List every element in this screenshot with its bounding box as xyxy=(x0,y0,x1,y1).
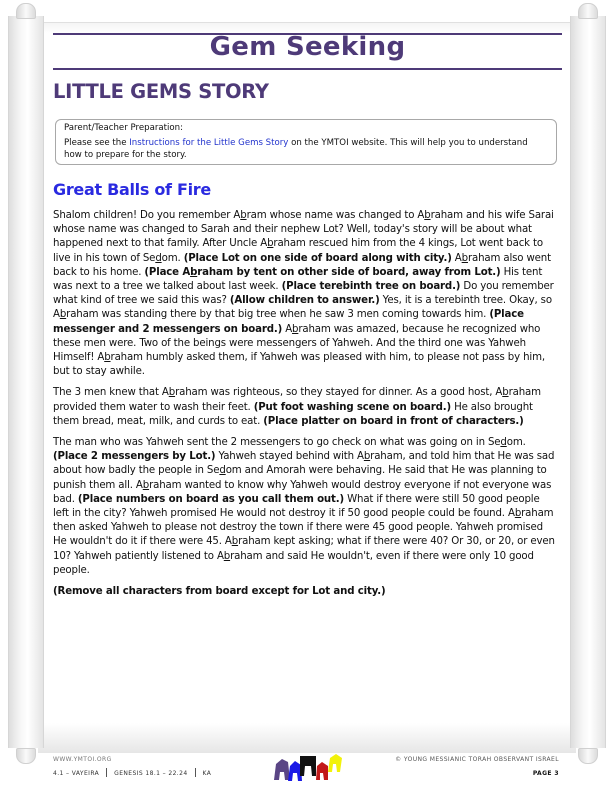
footer-left xyxy=(53,756,211,777)
story-text: The man who was Yahweh sent the 2 messengers to go check on what was going on in Se xyxy=(53,437,501,449)
footer-lesson-info xyxy=(53,768,211,777)
story-text: Yahweh stayed behind with A xyxy=(215,451,364,463)
story-text: raham wanted to know why Yahweh would destroy everyone if not everyone was bad. xyxy=(53,479,552,505)
story-text: raham and said He wouldn't, even if there were only 10 good people. xyxy=(53,550,534,576)
story-text: raham was righteous, so they stayed for dinner. As a good host, A xyxy=(175,387,503,399)
title-rule-bottom xyxy=(53,68,562,70)
preparation-text xyxy=(64,137,548,161)
story-text: om. xyxy=(506,437,526,449)
story-text: b xyxy=(104,352,111,364)
story-paragraph xyxy=(53,386,558,429)
stage-direction: (Place messenger and 2 messengers on board.) xyxy=(53,309,524,335)
scroll-rod-right xyxy=(570,16,606,748)
story-text: raham provided them water to wash their feet. xyxy=(53,387,541,413)
story-text: raham, and told him that He was sad about how badly the people in Se xyxy=(53,451,555,477)
story-paragraph xyxy=(53,436,558,578)
preparation-text-before: Please see the xyxy=(64,138,130,148)
stage-direction: (Place 2 messengers by Lot.) xyxy=(53,451,216,463)
preparation-text-after: on the YMTOI website. This will help you to understand how to prepare for the story. xyxy=(64,138,528,160)
story-heading: Great Balls of Fire xyxy=(53,180,211,199)
story-text: raham was standing there by that big tree when he saw 3 men coming towards him. xyxy=(66,309,490,321)
story-text: What if there were still 50 good people left in the city? Yahweh promised He would not destroy it if 50 good people could be found. A xyxy=(53,493,540,520)
story-text: b xyxy=(514,508,522,520)
story-text: raham was amazed, because he recognized who these men were. Two of the beings were messengers of Yahweh. And the third one was Yahweh Himself! A xyxy=(53,323,541,364)
story-paragraph xyxy=(53,585,558,599)
stage-direction: (Remove all characters from board except for Lot and city.) xyxy=(53,586,386,598)
story-text: ram whose name was changed to A xyxy=(246,210,425,221)
stage-direction: (Place Lot on one side of board along with city.) xyxy=(183,252,452,264)
preparation-title: Parent/Teacher Preparation: xyxy=(64,123,184,133)
ymtoi-logo-icon xyxy=(270,750,350,782)
page-number: PAGE 3 xyxy=(532,770,559,777)
story-text: b xyxy=(502,387,509,399)
footer-right xyxy=(395,756,559,777)
story-text: om. xyxy=(161,252,184,264)
story-text: raham also went back to his home. xyxy=(53,252,551,278)
stage-direction: (Put foot washing scene on board.) xyxy=(253,401,451,413)
story-text: Shalom children! Do you remember A xyxy=(53,210,241,221)
stage-direction: (Place platter on board in front of characters.) xyxy=(263,415,524,427)
story-text: b xyxy=(142,479,150,491)
scroll-knob-bottom-right xyxy=(578,748,598,764)
story-text: Do you remember what kind of tree we said this was? xyxy=(53,281,554,307)
story-text: b xyxy=(363,451,371,463)
footer-author: KA xyxy=(202,770,212,777)
footer-url[interactable]: WWW.YMTOI.ORG xyxy=(53,756,112,763)
story-text: raham and his wife Sarai whose name was changed to Sarah and their nephew Lot? Well, today's story will be about what happened next to that family. After Uncle A xyxy=(53,210,554,250)
stage-direction: (Place A xyxy=(144,266,191,278)
story-text: b xyxy=(461,252,468,264)
story-text: raham rescued him from the 4 kings, Lot went back to live in his town of Se xyxy=(53,238,543,264)
story-text: raham then asked Yahweh to please not destroy the town if there were 45 good people. Yahweh promised He wouldn't do it if there were 45. A xyxy=(53,508,554,548)
stage-direction: (Allow children to answer.) xyxy=(229,295,380,307)
preparation-box xyxy=(55,119,557,165)
story-text: The 3 men knew that A xyxy=(53,387,169,399)
page-title: Gem Seeking xyxy=(209,32,406,62)
scroll-knob-bottom-left xyxy=(16,748,36,764)
story-text: d xyxy=(155,252,162,264)
story-paragraph xyxy=(53,209,558,379)
footer-divider xyxy=(195,768,196,777)
story-text: b xyxy=(168,387,176,399)
story-text: b xyxy=(267,238,274,250)
story-text: b xyxy=(231,536,239,548)
scroll-rod-left xyxy=(8,16,44,748)
story-text: b xyxy=(424,210,431,221)
stage-direction: (Place terebinth tree on board.) xyxy=(281,281,461,293)
section-label: LITTLE GEMS STORY xyxy=(53,80,269,103)
scroll-knob-top-left xyxy=(16,3,36,19)
story-text: Yes, it is a terebinth tree. Okay, so A xyxy=(53,295,552,321)
instructions-link[interactable]: Instructions for the Little Gems Story xyxy=(129,138,289,148)
footer-portion: 4.1 – VAYEIRA xyxy=(53,770,100,777)
story-text: raham kept asking; what if there were 40? Or 30, or 20, or even 10? Yahweh patiently listened to A xyxy=(53,536,555,562)
story-text: b xyxy=(240,210,247,221)
scroll-knob-top-right xyxy=(578,3,598,19)
footer-divider xyxy=(106,768,107,777)
footer-copyright: © YOUNG MESSIANIC TORAH OBSERVANT ISRAEL xyxy=(395,756,559,763)
stage-direction: b xyxy=(190,266,198,278)
story-text: b xyxy=(292,323,299,335)
stage-direction: (Place numbers on board as you call them out.) xyxy=(77,493,344,505)
story-text: b xyxy=(223,550,231,562)
story-text: raham humbly asked them, if Yahweh was pleased with him, to please not pass by him, but to stay awhile. xyxy=(53,352,545,378)
footer-scripture: GENESIS 18.1 – 22.24 xyxy=(114,770,188,777)
story-text: He also brought them bread, meat, milk, and curds to eat. xyxy=(53,401,533,427)
stage-direction: raham by tent on other side of board, away from Lot.) xyxy=(197,266,501,278)
story-text: A xyxy=(451,252,462,264)
story-text: d xyxy=(500,437,507,449)
story-text: His tent was next to a tree we talked about last week. xyxy=(53,266,543,293)
story-text: A xyxy=(282,323,293,335)
story-text: d xyxy=(219,465,226,477)
story-text: b xyxy=(59,309,67,321)
story-text: om and Amorah were behaving. He said that He was planning to punish them all. A xyxy=(53,465,547,491)
story-body xyxy=(53,209,558,606)
